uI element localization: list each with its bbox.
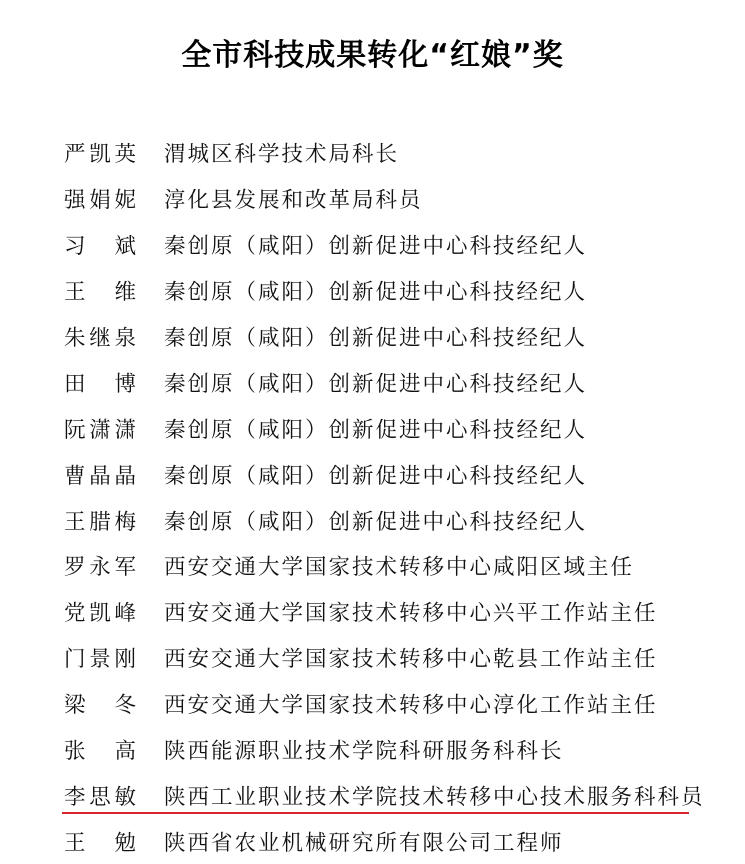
recipient-role: 陕西工业职业技术学院技术转移中心技术服务科科员	[164, 784, 705, 810]
recipient-name: 党凯峰	[64, 601, 136, 627]
list-item	[64, 497, 724, 543]
list-item	[64, 543, 724, 589]
page-title: 全市科技成果转化“红娘”奖	[181, 38, 564, 73]
list-item	[64, 130, 724, 176]
recipient-name: 王腊梅	[64, 509, 136, 535]
recipient-name: 门景刚	[64, 647, 136, 673]
recipient-role: 秦创原（咸阳）创新促进中心科技经纪人	[164, 326, 588, 351]
list-item	[64, 818, 724, 864]
recipient-name: 朱继泉	[64, 326, 136, 351]
list-item	[64, 359, 724, 405]
list-item	[64, 268, 724, 314]
recipient-role: 淳化县发展和改革局科员	[164, 188, 423, 214]
recipient-name: 张 高	[64, 739, 136, 765]
award-list	[64, 130, 724, 864]
recipient-role: 西安交通大学国家技术转移中心乾县工作站主任	[164, 647, 658, 673]
red-underline	[62, 812, 689, 814]
list-item	[64, 727, 724, 773]
recipient-role: 渭城区科学技术局科长	[164, 142, 400, 168]
recipient-name: 习 斌	[64, 234, 136, 260]
list-item	[64, 314, 724, 360]
recipient-name: 罗永军	[64, 555, 136, 581]
recipient-name: 王 勉	[64, 830, 136, 856]
recipient-role: 秦创原（咸阳）创新促进中心科技经纪人	[164, 463, 588, 489]
recipient-name: 王 维	[64, 280, 136, 306]
recipient-role: 西安交通大学国家技术转移中心淳化工作站主任	[164, 693, 658, 719]
recipient-role: 陕西能源职业技术学院科研服务科科长	[164, 739, 564, 765]
recipient-name: 田 博	[64, 371, 136, 397]
recipient-role: 秦创原（咸阳）创新促进中心科技经纪人	[164, 234, 588, 260]
list-item	[64, 589, 724, 635]
list-item	[64, 405, 724, 451]
recipient-role: 西安交通大学国家技术转移中心咸阳区域主任	[164, 555, 635, 581]
recipient-name: 李思敏	[64, 784, 136, 810]
recipient-name: 曹晶晶	[64, 463, 136, 489]
list-item	[64, 222, 724, 268]
list-item	[64, 681, 724, 727]
recipient-role: 秦创原（咸阳）创新促进中心科技经纪人	[164, 509, 588, 535]
recipient-name: 阮潇潇	[64, 417, 136, 443]
recipient-role: 秦创原（咸阳）创新促进中心科技经纪人	[164, 417, 588, 443]
list-item-highlighted	[64, 772, 724, 818]
recipient-role: 西安交通大学国家技术转移中心兴平工作站主任	[164, 601, 658, 627]
list-item	[64, 451, 724, 497]
recipient-name: 梁 冬	[64, 693, 136, 719]
recipient-name: 严凯英	[64, 142, 136, 168]
recipient-name: 强娟妮	[64, 188, 136, 214]
list-item	[64, 635, 724, 681]
recipient-role: 陕西省农业机械研究所有限公司工程师	[164, 830, 564, 856]
list-item	[64, 176, 724, 222]
recipient-role: 秦创原（咸阳）创新促进中心科技经纪人	[164, 280, 588, 306]
recipient-role: 秦创原（咸阳）创新促进中心科技经纪人	[164, 371, 588, 397]
